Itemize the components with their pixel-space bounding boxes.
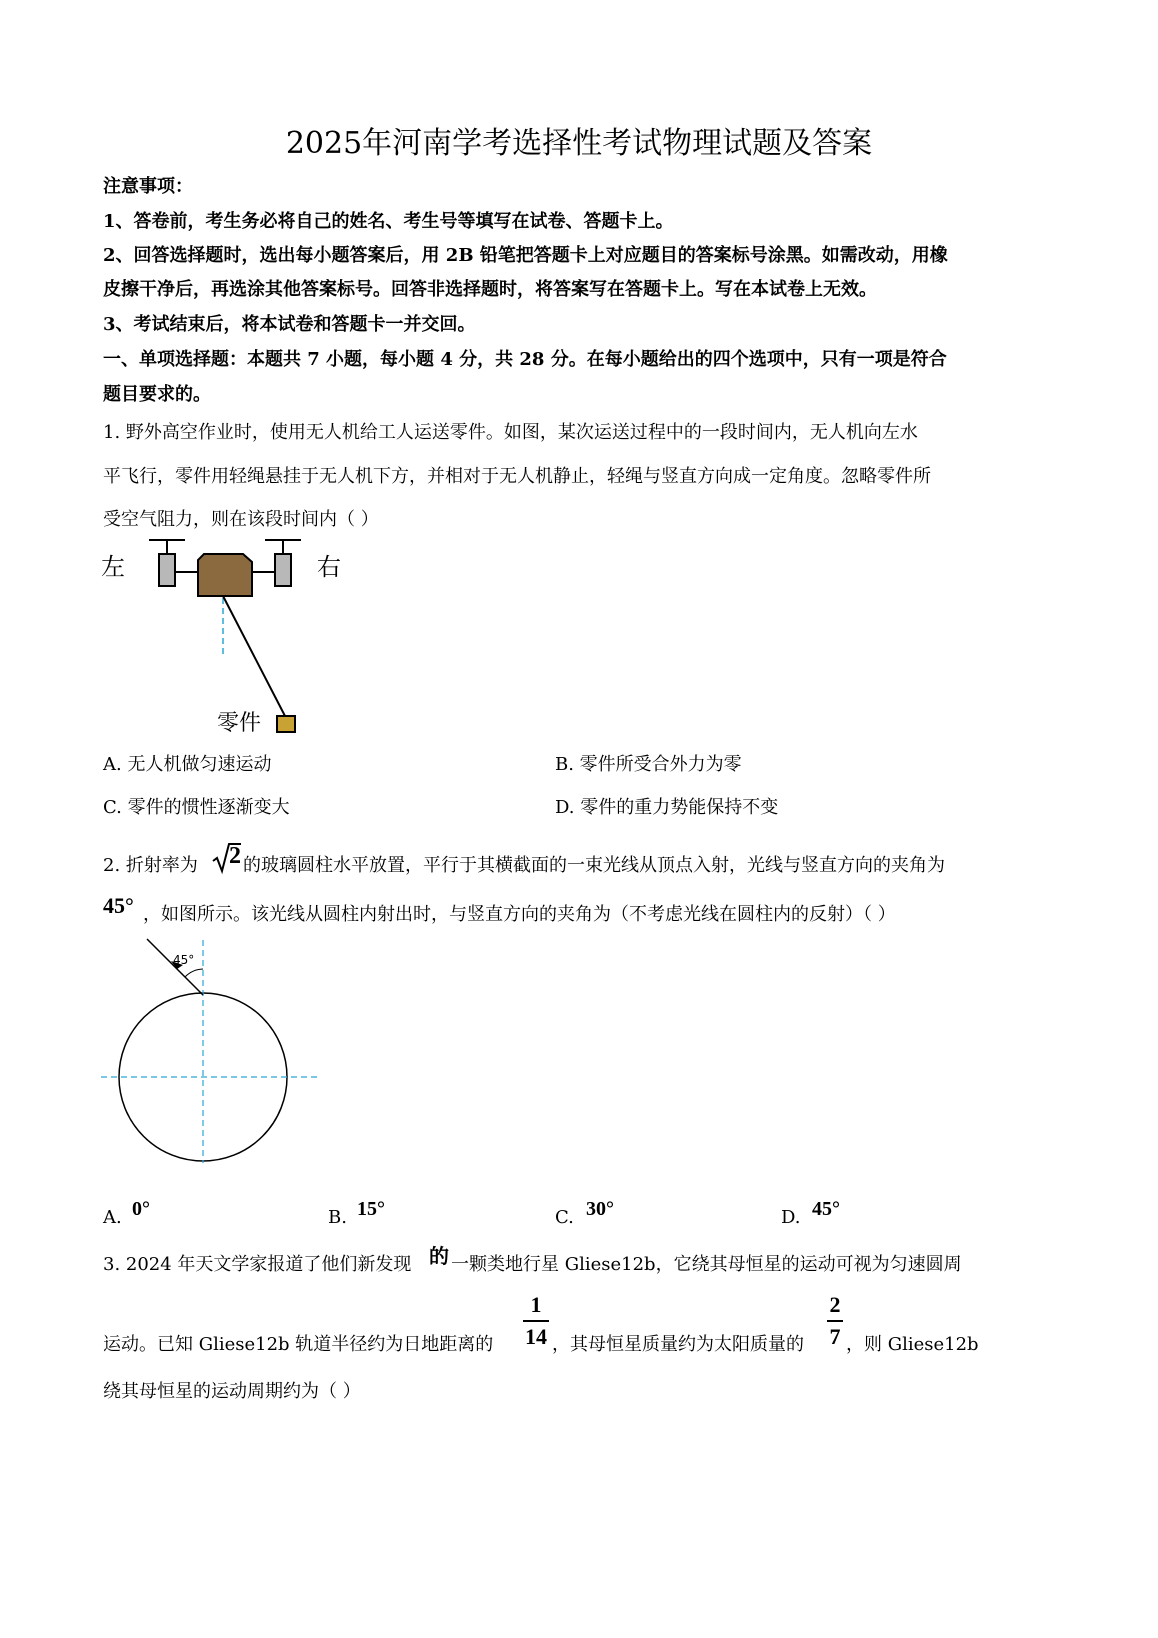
q1-option-d: D. 零件的重力势能保持不变 [555,797,779,818]
fraction-2-over-7 [827,1292,843,1350]
q1-stem-line-1: 1. 野外高空作业时，使用无人机给工人运送零件。如图，某次运送过程中的一段时间内，无人机向左水 [103,422,918,443]
fig-left-label: 左 [101,553,125,581]
rope [223,596,285,716]
incident-ray [147,939,203,995]
fig-angle-label: 45° [173,953,195,967]
notice-item-2-line-1: 2、回答选择题时，选出每小题答案后，用 2B 铅笔把答题卡上对应题目的答案标号涂黑。如需改动，用橡 [103,245,948,266]
q3-stem-line-3: 绕其母恒星的运动周期约为（ ） [103,1381,361,1402]
section-heading-line-1: 一、单项选择题：本题共 7 小题，每小题 4 分，共 28 分。在每小题给出的四个选项中，只有一项是符合 [103,349,947,370]
notice-heading: 注意事项： [103,176,193,197]
q3-stem-line-1a: 3. 2024 年天文学家报道了他们新发现 [103,1254,412,1275]
q2-stem-line-2: ，如图所示。该光线从圆柱内射出时，与竖直方向的夹角为（不考虑光线在圆柱内的反射）（ ） [143,904,896,925]
q2-option-a-label: A. [103,1207,122,1228]
q2-stem-line-1b: 的玻璃圆柱水平放置，平行于其横截面的一束光线从顶点入射，光线与竖直方向的夹角为 [243,855,945,876]
fraction-1-numerator: 1 [530,1292,542,1317]
fraction-2-denominator: 7 [829,1324,841,1349]
q3-stem-line-2b: ，其母恒星质量约为太阳质量的 [552,1334,804,1355]
left-rotor [159,554,175,586]
section-heading-line-2: 题目要求的。 [103,384,211,405]
q2-stem-line-1a: 2. 折射率为 [103,855,198,876]
sqrt-value: 2 [229,843,241,869]
q2-option-b-value: 15° [357,1198,385,1220]
fraction-1-denominator: 14 [525,1324,547,1349]
fig-part-label: 零件 [217,711,262,736]
part-box [277,716,295,732]
q2-option-c-value: 30° [586,1198,614,1220]
q3-stem-line-2a: 运动。已知 Gliese12b 轨道半径约为日地距离的 [103,1334,494,1355]
drone-body [198,554,252,596]
drone-figure [95,530,355,745]
q2-option-b-label: B. [328,1207,347,1228]
q1-option-b: B. 零件所受合外力为零 [555,754,742,775]
q1-stem-line-2: 平飞行，零件用轻绳悬挂于无人机下方，并相对于无人机静止，轻绳与竖直方向成一定角度。忽略零件所 [103,466,931,487]
q3-stem-line-2c: ，则 Gliese12b [846,1334,979,1355]
q2-option-d-label: D. [781,1207,801,1228]
notice-item-3: 3、考试结束后，将本试卷和答题卡一并交回。 [103,314,476,335]
fraction-2-numerator: 2 [829,1292,841,1317]
q1-stem-line-3: 受空气阻力，则在该段时间内（ ） [103,509,379,530]
q2-angle-45: 45° [103,893,134,918]
fraction-1-over-14 [523,1292,549,1350]
page-title: 2025年河南学考选择性考试物理试题及答案 [285,126,873,161]
right-rotor [275,554,291,586]
q1-option-a: A. 无人机做匀速运动 [103,754,272,775]
notice-item-2-line-2: 皮擦干净后，再选涂其他答案标号。回答非选择题时，将答案写在答题卡上。写在本试卷上无效。 [103,279,877,300]
q1-option-c: C. 零件的惯性逐渐变大 [103,797,290,818]
cylinder-figure [95,935,325,1165]
notice-item-1: 1、答卷前，考生务必将自己的姓名、考生号等填写在试卷、答题卡上。 [103,211,674,232]
q2-option-d-value: 45° [812,1198,840,1220]
sqrt-2 [212,841,242,875]
q3-stem-line-1b: 一颗类地行星 Gliese12b，它绕其母恒星的运动可视为匀速圆周 [451,1254,962,1275]
q3-stem-de: 的 [429,1244,449,1268]
q2-option-c-label: C. [555,1207,574,1228]
q2-option-a-value: 0° [132,1198,150,1220]
fig-right-label: 右 [317,553,341,581]
